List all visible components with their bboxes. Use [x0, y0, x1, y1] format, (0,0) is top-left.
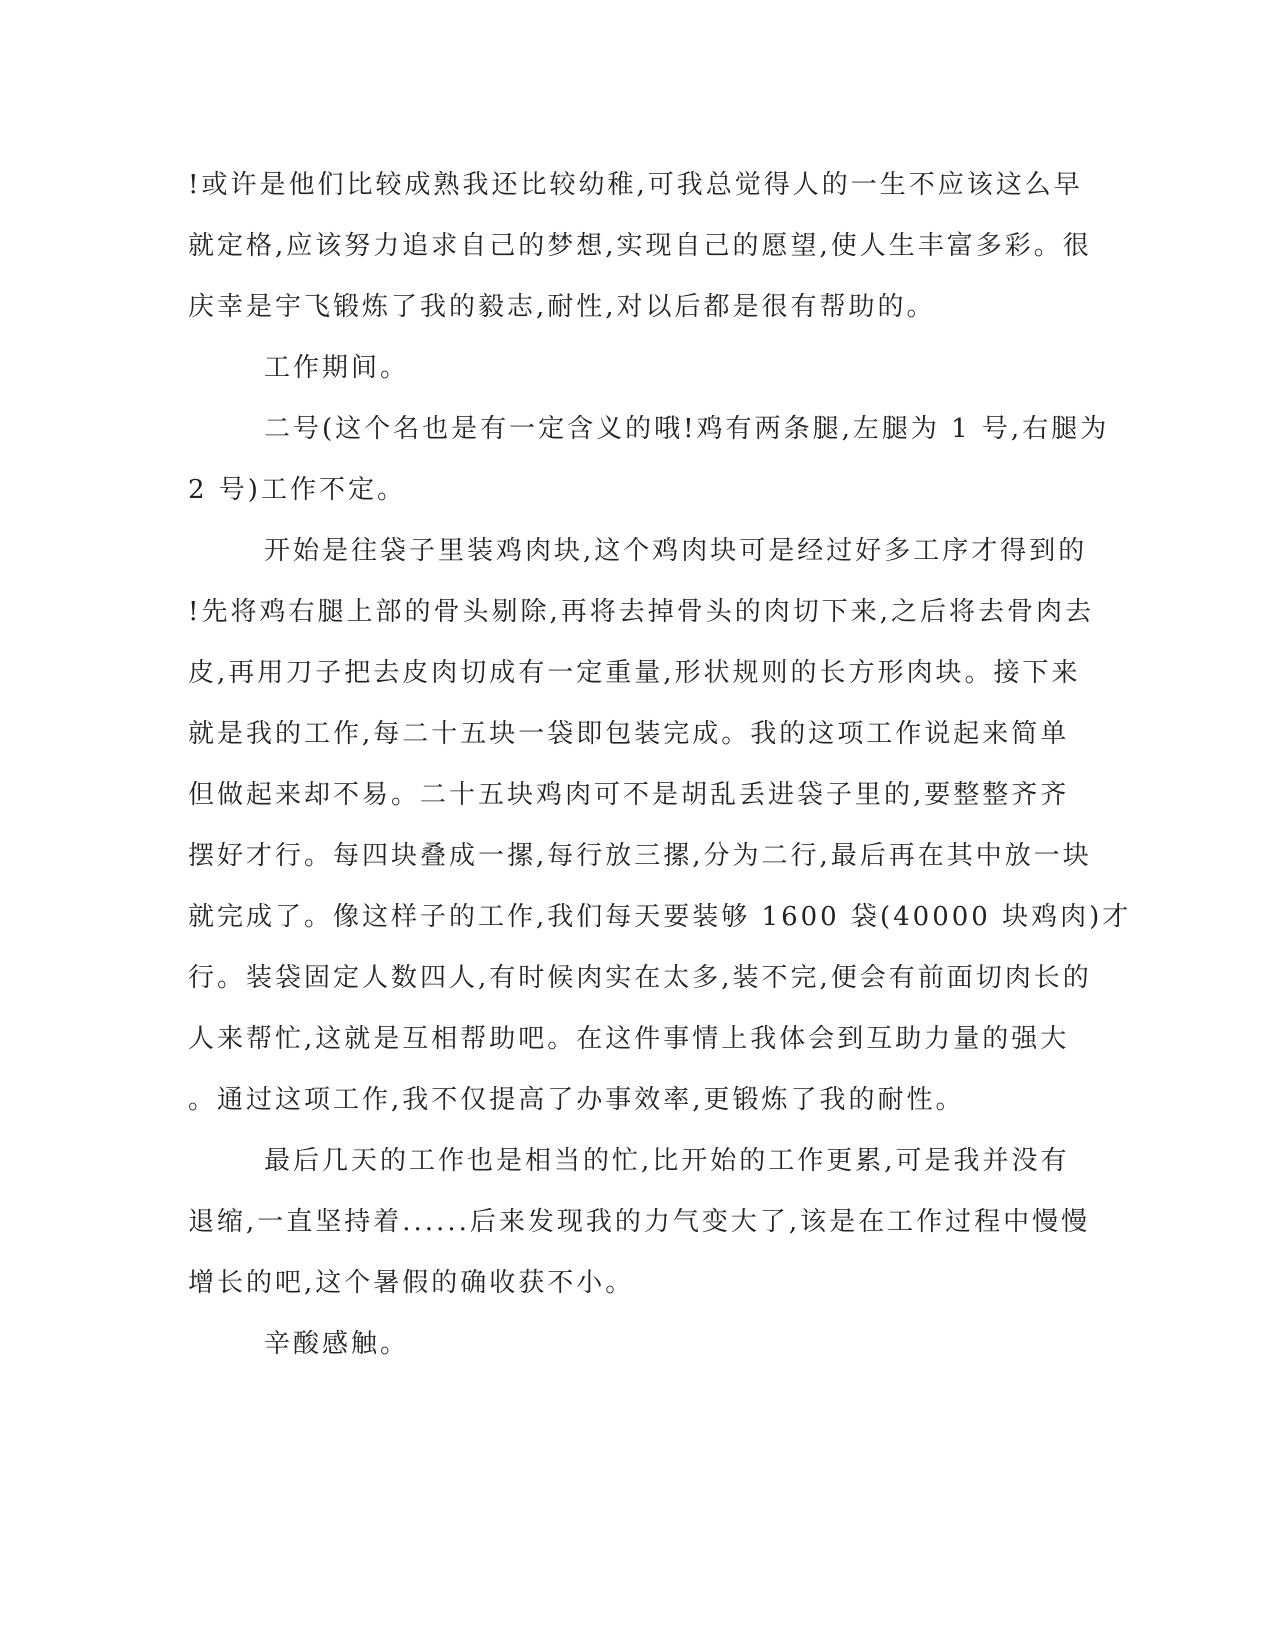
text-line: 最后几天的工作也是相当的忙,比开始的工作更累,可是我并没有: [264, 1146, 1070, 1176]
text-line: 摆好才行。每四块叠成一摞,每行放三摞,分为二行,最后再在其中放一块: [188, 841, 1092, 871]
text-line: 就定格,应该努力追求自己的梦想,实现自己的愿望,使人生丰富多彩。很: [188, 231, 1092, 261]
text-line: !先将鸡右腿上部的骨头剔除,再将去掉骨头的肉切下来,之后将去骨肉去: [188, 597, 1094, 627]
text-line: 皮,再用刀子把去皮肉切成有一定重量,形状规则的长方形肉块。接下来: [188, 658, 1081, 688]
section-heading: 工作期间。: [264, 353, 410, 383]
text-line: 2 号)工作不定。: [188, 475, 406, 505]
text-line: 就是我的工作,每二十五块一袋即包装完成。我的这项工作说起来简单: [188, 719, 1070, 749]
text-line: 行。装袋固定人数四人,有时候肉实在太多,装不完,便会有前面切肉长的: [188, 963, 1092, 993]
text-line: 退缩,一直坚持着......后来发现我的力气变大了,该是在工作过程中慢慢: [188, 1207, 1091, 1237]
text-line: 人来帮忙,这就是互相帮助吧。在这件事情上我体会到互助力量的强大: [188, 1024, 1070, 1054]
text-line: !或许是他们比较成熟我还比较幼稚,可我总觉得人的一生不应该这么早: [188, 170, 1083, 200]
document-body: [188, 155, 1132, 1375]
text-line: 庆幸是宇飞锻炼了我的毅志,耐性,对以后都是很有帮助的。: [188, 292, 936, 322]
text-line: 。通过这项工作,我不仅提高了办事效率,更锻炼了我的耐性。: [188, 1085, 965, 1115]
text-line: 增长的吧,这个暑假的确收获不小。: [188, 1268, 635, 1298]
text-line: 二号(这个名也是有一定含义的哦!鸡有两条腿,左腿为 1 号,右腿为: [264, 414, 1110, 444]
text-line: 开始是往袋子里装鸡肉块,这个鸡肉块可是经过好多工序才得到的: [264, 536, 1088, 566]
text-line: 但做起来却不易。二十五块鸡肉可不是胡乱丢进袋子里的,要整整齐齐: [188, 780, 1070, 810]
section-heading: 辛酸感触。: [264, 1329, 410, 1359]
text-line: 就完成了。像这样子的工作,我们每天要装够 1600 袋(40000 块鸡肉)才: [188, 902, 1132, 932]
